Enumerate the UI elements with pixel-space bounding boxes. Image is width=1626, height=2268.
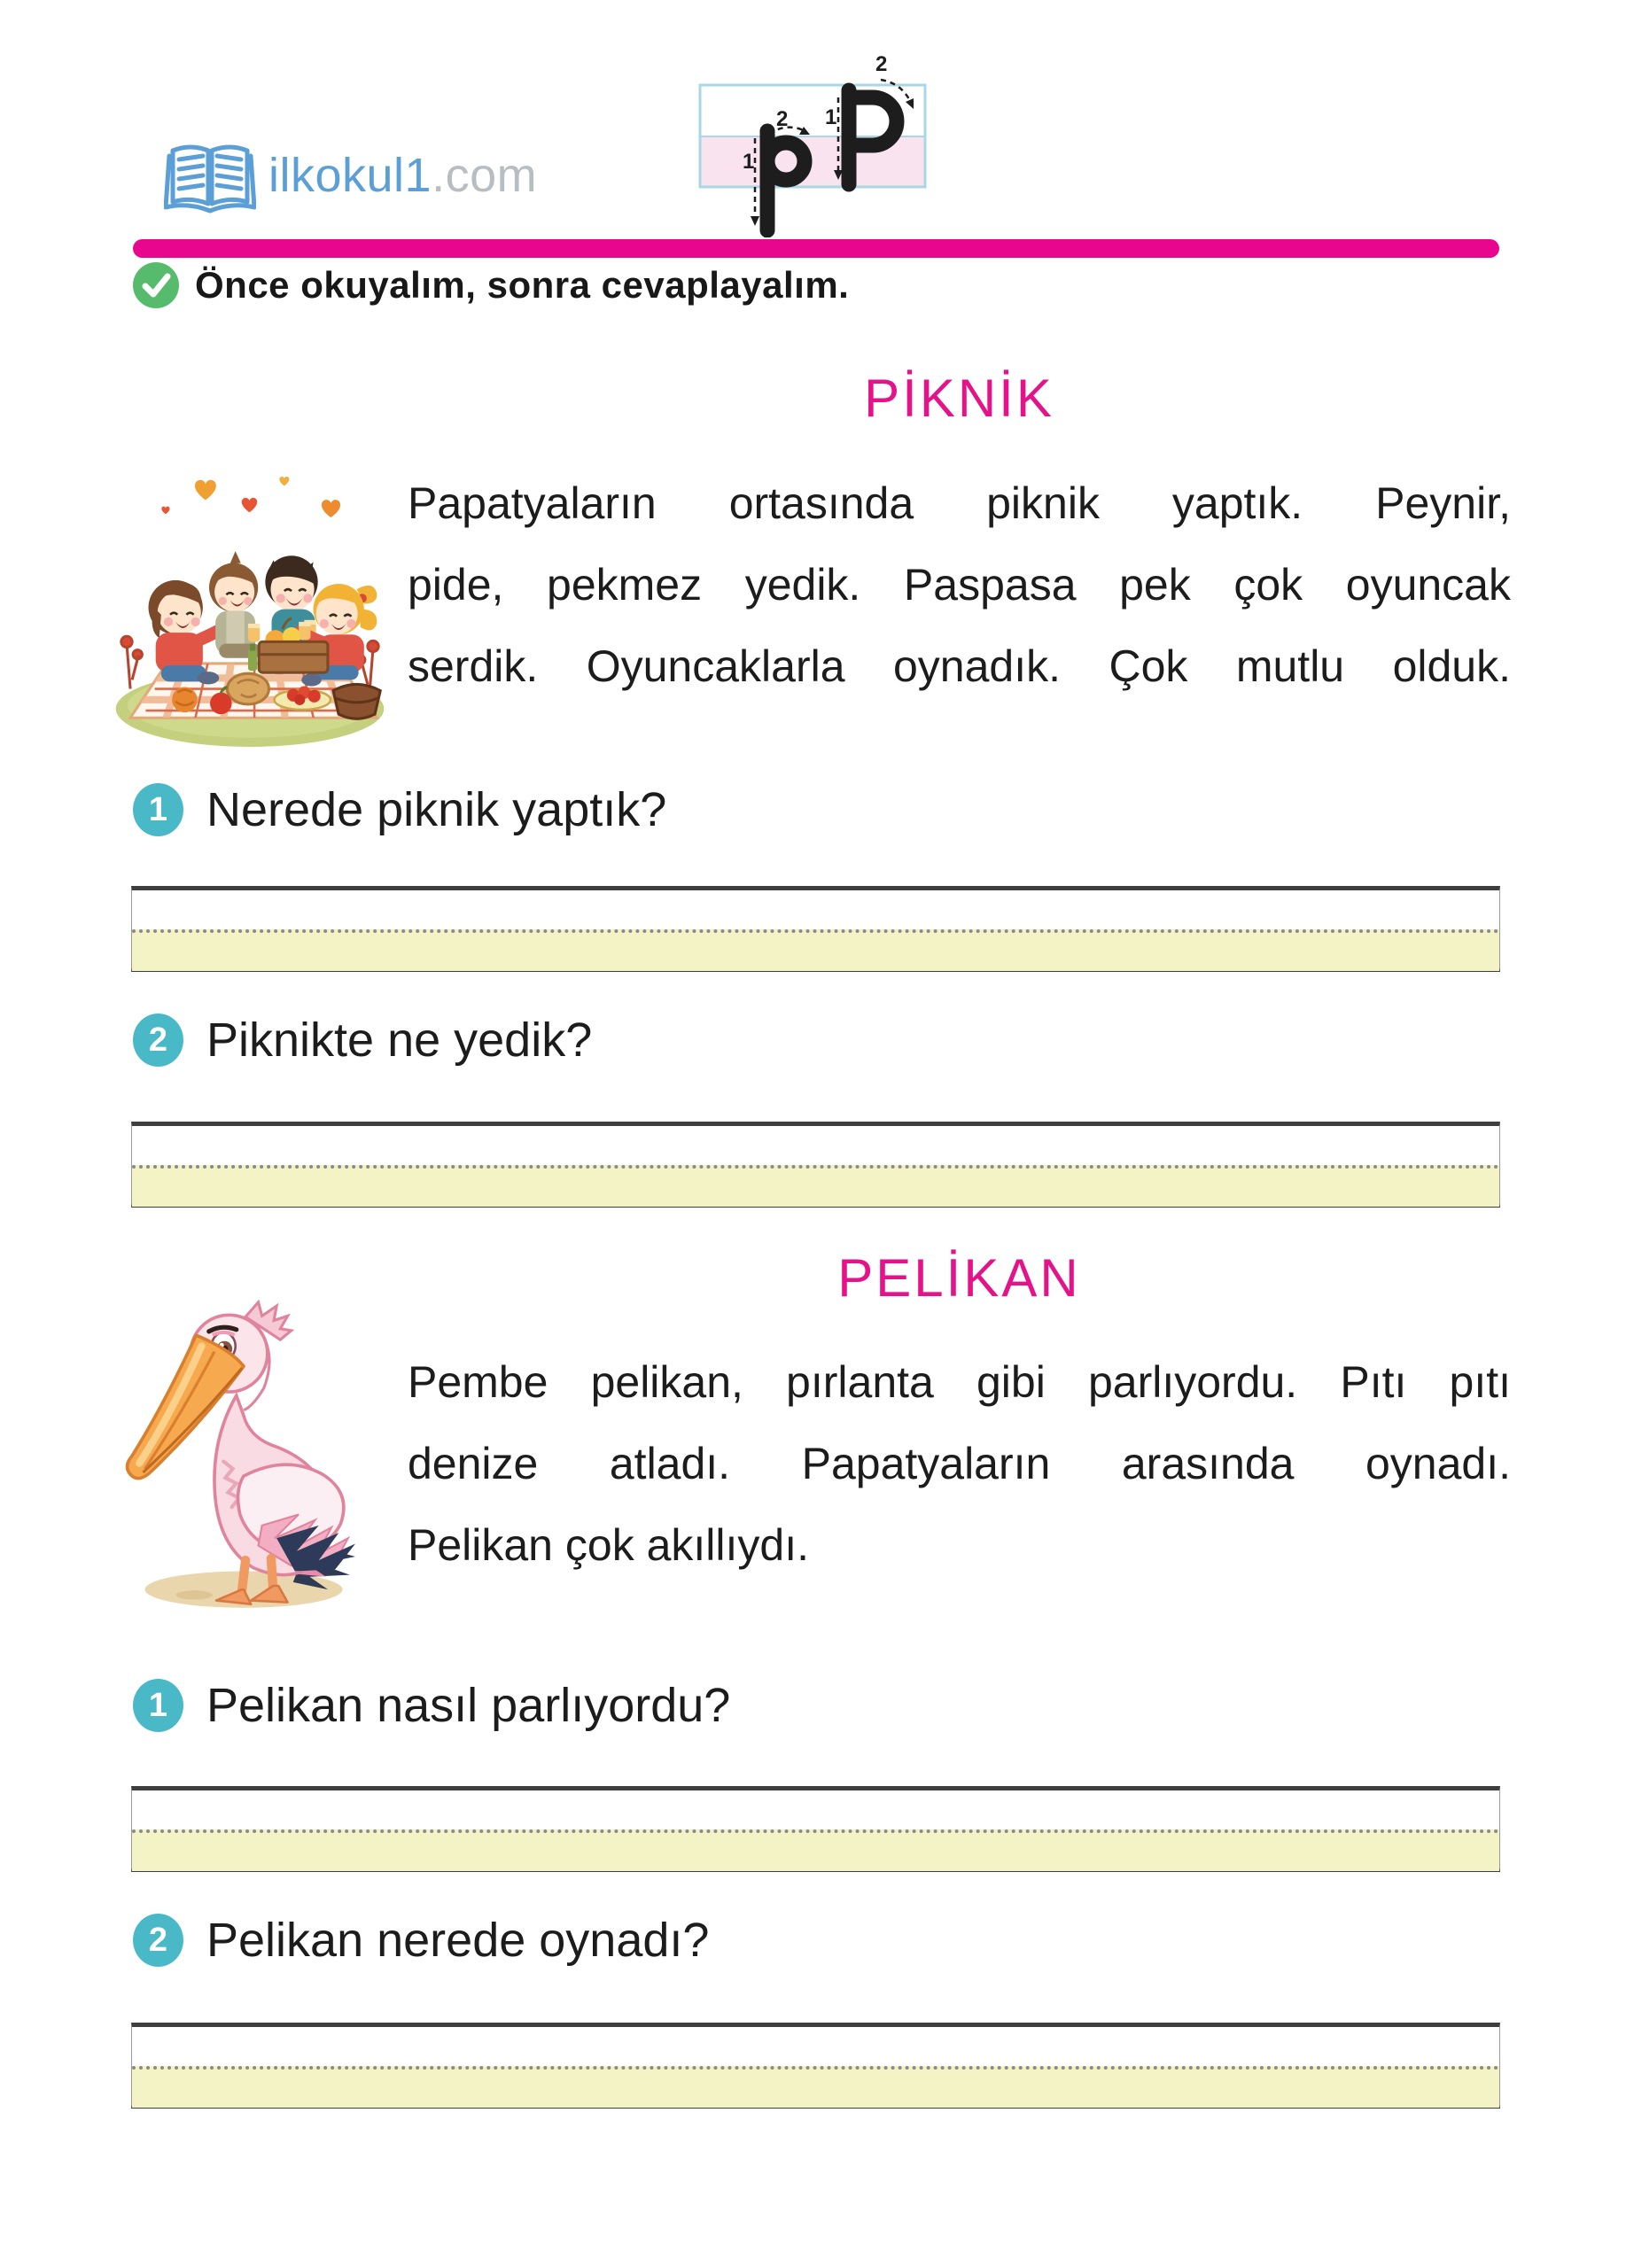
answer-line-upper (132, 2027, 1499, 2066)
stroke-1-label: 1 (825, 105, 837, 129)
question-number-badge: 2 (133, 1014, 183, 1067)
pelican-illustration (106, 1278, 381, 1613)
question-text: Pelikan nerede oynadı? (206, 1914, 710, 1967)
piknik-paragraph (408, 462, 1511, 707)
answer-line-lower (132, 1165, 1499, 1207)
paragraph-line: Papatyaların ortasında piknik yaptık. Peynir, (408, 478, 1511, 528)
answer-line-upper (132, 1126, 1499, 1165)
letter-practice-box (698, 44, 927, 237)
paragraph-line: serdik. Oyuncaklarla oynadık. Çok mutlu olduk. (408, 641, 1511, 691)
site-logo[interactable] (164, 131, 537, 220)
question-1-piknik (133, 783, 666, 836)
question-2-piknik (133, 1014, 592, 1067)
question-number-badge: 2 (133, 1914, 183, 1967)
stroke-2-label: 2 (776, 107, 789, 131)
question-2-pelikan (133, 1914, 709, 1967)
check-icon (133, 262, 179, 308)
picnic-basket (333, 684, 380, 718)
picnic-kids-illustration (113, 462, 386, 748)
instruction-text: Önce okuyalım, sonra cevaplayalım. (195, 264, 850, 306)
apple (210, 693, 232, 715)
instruction-row (133, 262, 849, 308)
open-book-icon (164, 131, 256, 220)
question-1-pelikan (133, 1679, 730, 1732)
bread-bun (227, 673, 268, 704)
section-title-piknik: PİKNİK (864, 369, 1054, 428)
paragraph-line: pide, pekmez yedik. Paspasa pek çok oyuncak (408, 560, 1511, 610)
lowercase-p-glyph (767, 131, 805, 230)
section-title-pelikan: PELİKAN (837, 1248, 1081, 1308)
answer-line-lower (132, 929, 1499, 971)
stroke-1-label: 1 (743, 150, 755, 174)
logo-domain-suffix: .com (432, 149, 538, 202)
question-text: Nerede piknik yaptık? (206, 783, 667, 836)
bottle (248, 649, 257, 672)
answer-line[interactable] (131, 886, 1500, 972)
question-number-badge: 1 (133, 1679, 183, 1732)
logo-text (268, 131, 537, 220)
paragraph-line: denize atladı. Papatyaların arasında oynadı. (408, 1439, 1511, 1488)
paragraph-line: Pelikan çok akıllıydı. (408, 1520, 809, 1570)
question-text: Piknikte ne yedik? (206, 1014, 593, 1067)
question-number-badge: 1 (133, 783, 183, 836)
answer-line-lower (132, 1829, 1499, 1871)
orange-fruit (172, 687, 198, 713)
pelikan-paragraph (408, 1341, 1511, 1586)
answer-line-upper (132, 1790, 1499, 1829)
question-text: Pelikan nasıl parlıyordu? (206, 1679, 731, 1732)
answer-line[interactable] (131, 1786, 1500, 1872)
answer-line[interactable] (131, 1122, 1500, 1208)
answer-line-upper (132, 890, 1499, 929)
header-divider-bar (133, 239, 1499, 258)
paragraph-line: Pembe pelikan, pırlanta gibi parlıyordu. Pıtı pıtı (408, 1357, 1511, 1407)
logo-site-name: ilkokul1 (268, 149, 432, 202)
stroke-2-label: 2 (875, 52, 888, 76)
hearts-decoration (161, 477, 340, 517)
kid-ponytail-vest (209, 551, 261, 658)
answer-line-lower (132, 2066, 1499, 2108)
answer-line[interactable] (131, 2023, 1500, 2109)
